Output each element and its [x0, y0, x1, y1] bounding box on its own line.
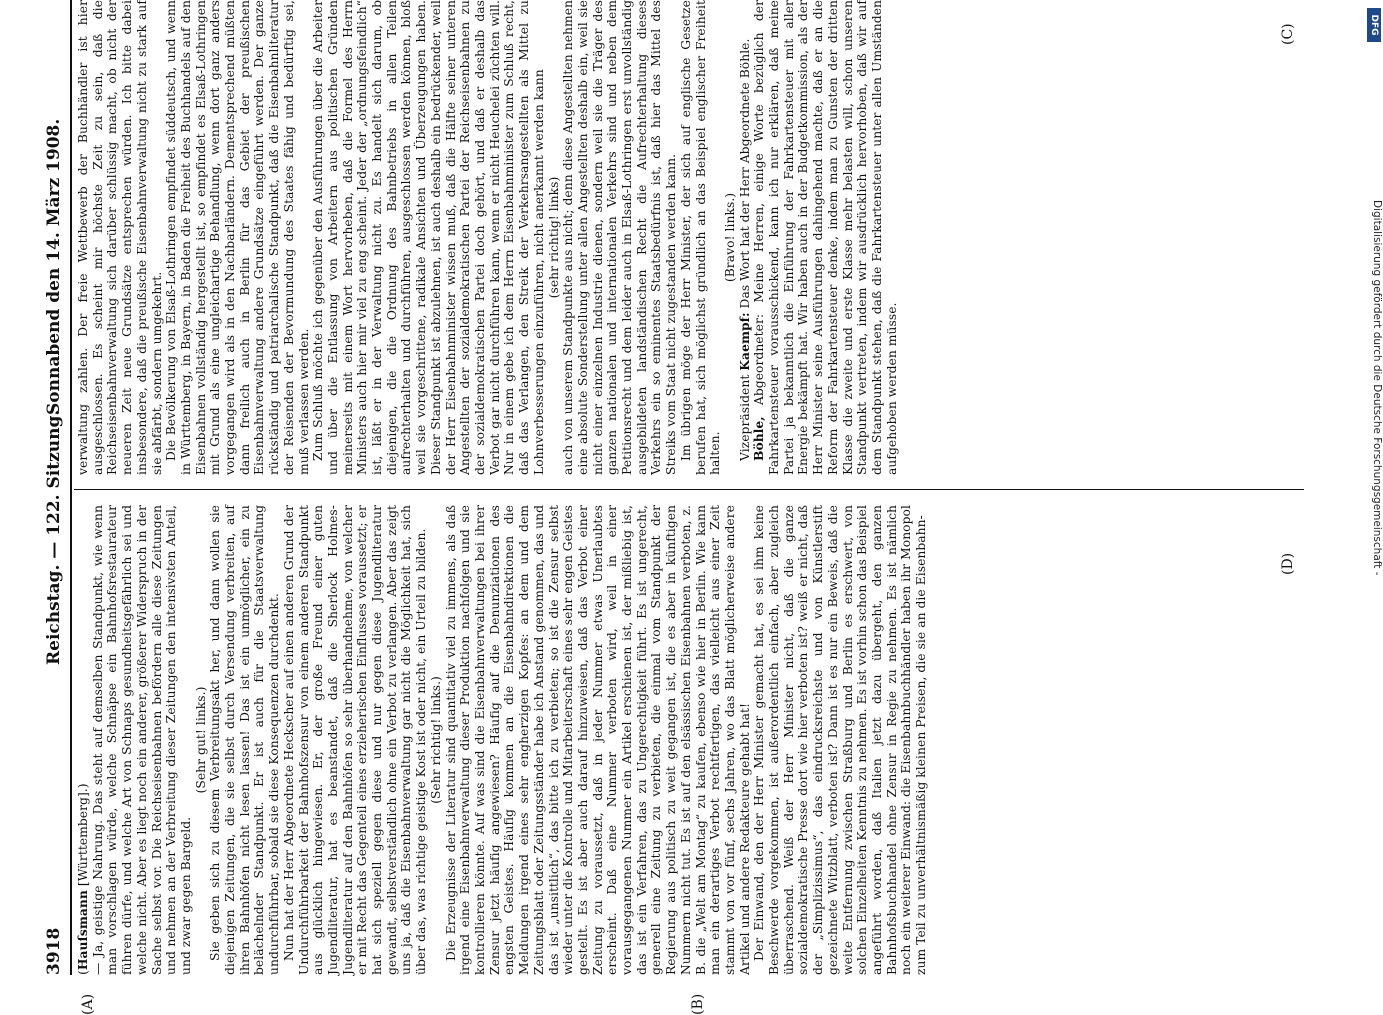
speaker-name: Hauſsmann	[75, 890, 90, 971]
rotated-page	[40, 0, 1310, 1015]
page-number: 3918	[44, 927, 64, 975]
speaker-line: (Hauſsmann [Württemberg].)	[75, 783, 90, 975]
paragraph: Die Erzeugnisse der Literatur sind quantitativ viel zu immens, als daß irgend eine Eisenbahnverwaltung dieser Produktion nachfolgen und sie kontrollieren könnte. Auf was sind die Eisenbahnverwaltungen bei ihrer Zensur jetzt häufig angewiesen? Häufig auf die Denunziationen des engsten Geistes. Häufig kommen an die Eisenbahndirektionen die Meldungen irgend eines sehr engherzigen Kopfes: an dem und dem Zeitungsblatt oder Zeitungsständer habe ich Anstand genommen, das und das ist „unsittlich“, das bitte ich zu verbieten; so ist die Zensur selbst wieder unter die Kontrolle und Mitarbeiterschaft eines sehr engen Geistes gestellt. Es ist aber auch darauf hinzuweisen, daß das Verbot einer Zeitung zu voraussetzt, daß in jeder Nummer etwas Unerlaubtes erscheint. Daß eine Nummer verboten wird, weil in einer vorausgegangenen Nummer ein Artikel erschienen ist, der mißliebig ist, das ist ein Verfahren, das zu Ungerechtigkeit führt. Es ist ungerecht, generell eine Zeitung zu verbieten, die einmal vom Standpunkt der Regierung aus politisch zu weit gegangen ist, die es aber in künftigen Nummern nicht tut. Es ist auf den elsässischen Eisenbahnen verboten, z. B. die „Welt am Montag“ zu kaufen, ebenso wie hier in Berlin. Wie kann man ein derartiges Verbot rechtfertigen, das vielleicht aus einer Zeit stammt von vor fünf, sechs Jahren, wo das Blatt möglicherweise andere Artikel und andere Redakteure gehabt hat!	[443, 505, 752, 975]
marker-a: (A)	[80, 993, 96, 1015]
paragraph: Nun hat der Herr Abgeordnete Heckscher auf einen anderen Grund der Undurchführbarkeit der Bahnhofszensur von einem anderen Standpunkt aus glücklich hingewiesen. Er, der große Freund einer guten Jugendliteratur, hat es beanstandet, daß die Sherlock Holmes-Jugendliteratur auf den Bahnhöfen so sehr überhandnehme, von welcher er mit Recht das Gegenteil eines erzieherischen Einflusses voraussetzt; er hat sich speziell gegen diese und nur gegen diese Jugendliteratur gewandt, selbstverständlich ohne ein Verbot zu verlangen. Aber das zeigt uns ja, daß die Eisenbahnverwaltung gar nicht die Möglichkeit hat, sich über das, was richtige geistige Kost ist oder nicht, ein Urteil zu bilden.	[281, 505, 429, 975]
paragraph: Die Bevölkerung von Elsaß-Lothringen empfindet süddeutsch, und wenn in Württemberg, in Bayern, in Baden die Freiheit des Buchhandels auf den Eisenbahnen vollständig hergestellt ist, so empfindet es Elsaß-Lothringen mit Grund als eine ungleichartige Behandlung, wenn dort ganz anders vorgegangen wird als in den Nachbarländern. Dementsprechend müßten dann freilich auch in Berlin für das Gebiet der preußischen Eisenbahnverwaltung andere Grundsätze eingeführt werden. Der ganze rückständig und patriarchalische Standpunkt, daß die Eisenbahnliteratur der Reisenden der Bevormundung des Staates fähig und bedürftig sei, muß verlassen werden.	[164, 0, 311, 475]
reaction: (Bravo! links.)	[722, 192, 737, 283]
paragraph: Zum Schluß möchte ich gegenüber den Ausführungen über die Arbeiter und über die Entlassung von Arbeitern aus politischen Gründen meinerseits mit einem Wort hervorheben, daß die Formel des Herrn Ministers auch hier mir viel zu eng scheint. Jeder der „ordnungsfeindlich“ ist, läßt er in der Verwaltung nicht zu. Es handelt sich darum, ob diejenigen, die die Ordnung des Bahnbetriebs in allen Teilen aufrechterhalten und durchführen, ausgeschlossen werden können, bloß weil sie vorgeschrittene, radikale Ansichten und Überzeugungen haben. Dieser Standpunkt ist abzulehnen, ist auch deshalb ein bedrückender, weil der Herr Eisenbahnminister wissen muß, daß die Hälfte seiner unteren Angestellten der sozialdemokratischen Partei der Reichseisenbahnen zu der sozialdemokratischen Partei doch gehört, und daß er deshalb das Verbot gar nicht durchführen kann, wenn er nicht Heuchelei züchten will. Nur in einem gebe ich dem Herrn Eisenbahnminister zum Schluß recht, daß das Verlangen, den Streik der Verkehrsangestellten als Mittel zu Lohnverbesserungen einzuführen, nicht anerkannt werden kann	[311, 0, 546, 475]
dfg-logo	[1367, 8, 1381, 42]
chair-text: Das Wort hat der Herr Abgeordnete Böhle.	[737, 38, 752, 309]
column-left	[76, 505, 929, 975]
marker-b: (B)	[690, 993, 706, 1015]
marker-d: (D)	[1280, 552, 1296, 575]
paragraph: Der Einwand, den der Herr Minister gemacht hat, es sei ihm keine Beschwerde vorgekommen, ist außerordentlich einfach, aber zugleich überraschend. Weiß der Herr Minister nicht, daß die ganze sozialdemokratische Presse dort wie hier verboten ist? weiß er nicht, daß der „Simplizissimus“, das eindrucksreichste und von Künstlerstift gezeichnete Witzblatt, verboten ist? Dann ist es nur ein Beweis, daß die weite Entfernung zwischen Straßburg und Berlin es erschwert, von solchen Einzelheiten Kenntnis zu nehmen. Es ist vorhin schon das Beispiel angeführt worden, daß Italien jetzt dazu übergeht, den ganzen Bahnhofsbuchhandel ohne Zensur in Regie zu nehmen. Es ist nämlich noch ein weiterer Einwand: die Eisenbahnbuchhändler haben ihr Monopol zum Teil zu unverhältnismäßig kleinen Preisen, die sie an die Eisenbahn-	[752, 505, 929, 975]
chair-line	[738, 0, 753, 475]
reaction: (Sehr richtig! links.)	[428, 676, 443, 804]
speaker-name: Böhle,	[751, 416, 767, 461]
chair-name: Kaempf:	[736, 312, 752, 371]
page-header	[40, 0, 72, 975]
speaker-suffix: [Württemberg].)	[76, 783, 90, 887]
paragraph: verwaltung zahlen. Der freie Wettbewerb der Buchhändler ist hier ausgeschlossen. Es scheint mir höchste Zeit zu sein, daß die Reichseisenbahnverwaltung sich darüber schlüssig macht, ob nicht der neueren Zeit neue Grundsätze entsprechen würden. Ich bitte dabei insbesondere, daß die preußische Eisenbahnverwaltung nicht zu stark auf sie abfärbt, sondern umgekehrt.	[76, 0, 164, 475]
paragraph: Sie geben sich zu diesem Verbreitungsakt her, und dann wollen sie diejenigen Zeitungen, die sie selbst durch Versendung verbreiten, auf ihren Bahnhöfen nicht lesen lassen! Das ist ein unmöglicher, ein zu belächelnder Standpunkt. Er ist auch für die Staatsverwaltung undurchführbar, sobald sie diese Konsequenzen durchdenkt.	[208, 505, 282, 975]
reaction: (Sehr gut! links.)	[193, 686, 208, 794]
header-date: Sonnabend den 14. März 1908.	[44, 118, 64, 415]
paragraph: — Ja, geistige Nahrung. Das steht auf demselben Standpunkt, wie wenn man vorschlagen würde, welche Schnäpse ein Bahnhofsrestaurateur führen dürfe, und welche Art von Schnaps gesundheitsgefährlich sei und welche nicht. Aber es liegt noch ein anderer, größerer Widerspruch in der Sache selbst vor. Die Reichseisenbahnen befördern alle diese Zeitungen und nehmen an der Verbreitung dieser Zeitungen den intensivsten Anteil, und zwar gegen Bargeld.	[90, 505, 193, 975]
chair-title: Vizepräsident	[737, 374, 752, 461]
dfg-logo-text: DFG	[1369, 14, 1379, 36]
column-right	[76, 0, 899, 475]
reaction: (sehr richtig! links)	[546, 176, 561, 299]
digitization-text: Digitalisierung gefördert durch die Deutsche Forschungsgemeinschaft -	[1371, 200, 1383, 576]
column-divider	[74, 489, 1304, 490]
digitization-note	[1365, 200, 1383, 840]
header-title: Reichstag. — 122. Sitzung.	[44, 409, 64, 665]
paragraph: Im übrigen möge der Herr Minister, der sich auf englische Gesetze berufen hat, sich möglichst gründlich an das Beispiel englischer Freiheit halten.	[678, 0, 723, 475]
paragraph-text: Abgeordneter: Meine Herren, einige Worte bezüglich der Fahrkartensteuer vorausschickend, kann ich nur erklären, daß meine Partei ja bekanntlich die Einführung der Fahrkartensteuer mit aller Energie bekämpft hat. Wir haben auch in der Budgetkommission, als der Herr Minister seine Ausführungen dahingehend machte, daß er an die Reform der Fahrkartensteuer denke, indem man zu Gunsten der dritten Klasse die zweite und erste Klasse mehr belasten will, schon unseren Standpunkt vertreten, indem wir ausdrücklich hervorhoben, daß wir auf dem Standpunkt stehen, daß die Fahrkartensteuer unter allen Umständen aufgehoben werden müsse.	[752, 0, 899, 475]
paragraph	[752, 0, 899, 475]
paragraph: auch von unserem Standpunkte aus nicht; denn diese Angestellten nehmen eine absolute Sonderstellung unter allen Angestellten deshalb ein, weil sie nicht einer einzelnen Industrie dienen, sondern weil sie die Träger des ganzen nationalen und internationalen Verkehrs sind und neben dem Petitionsrecht und dem leider auch in Elsaß-Lothringen erst unvollständig ausgebildeten landständischen Recht die Aufrechterhaltung dieses Verkehrs ein so eminentes Staatsbedürfnis ist, daß hier das Mittel des Streiks vom Staat nicht zugestanden werden kann.	[561, 0, 679, 475]
marker-c: (C)	[1280, 23, 1296, 45]
